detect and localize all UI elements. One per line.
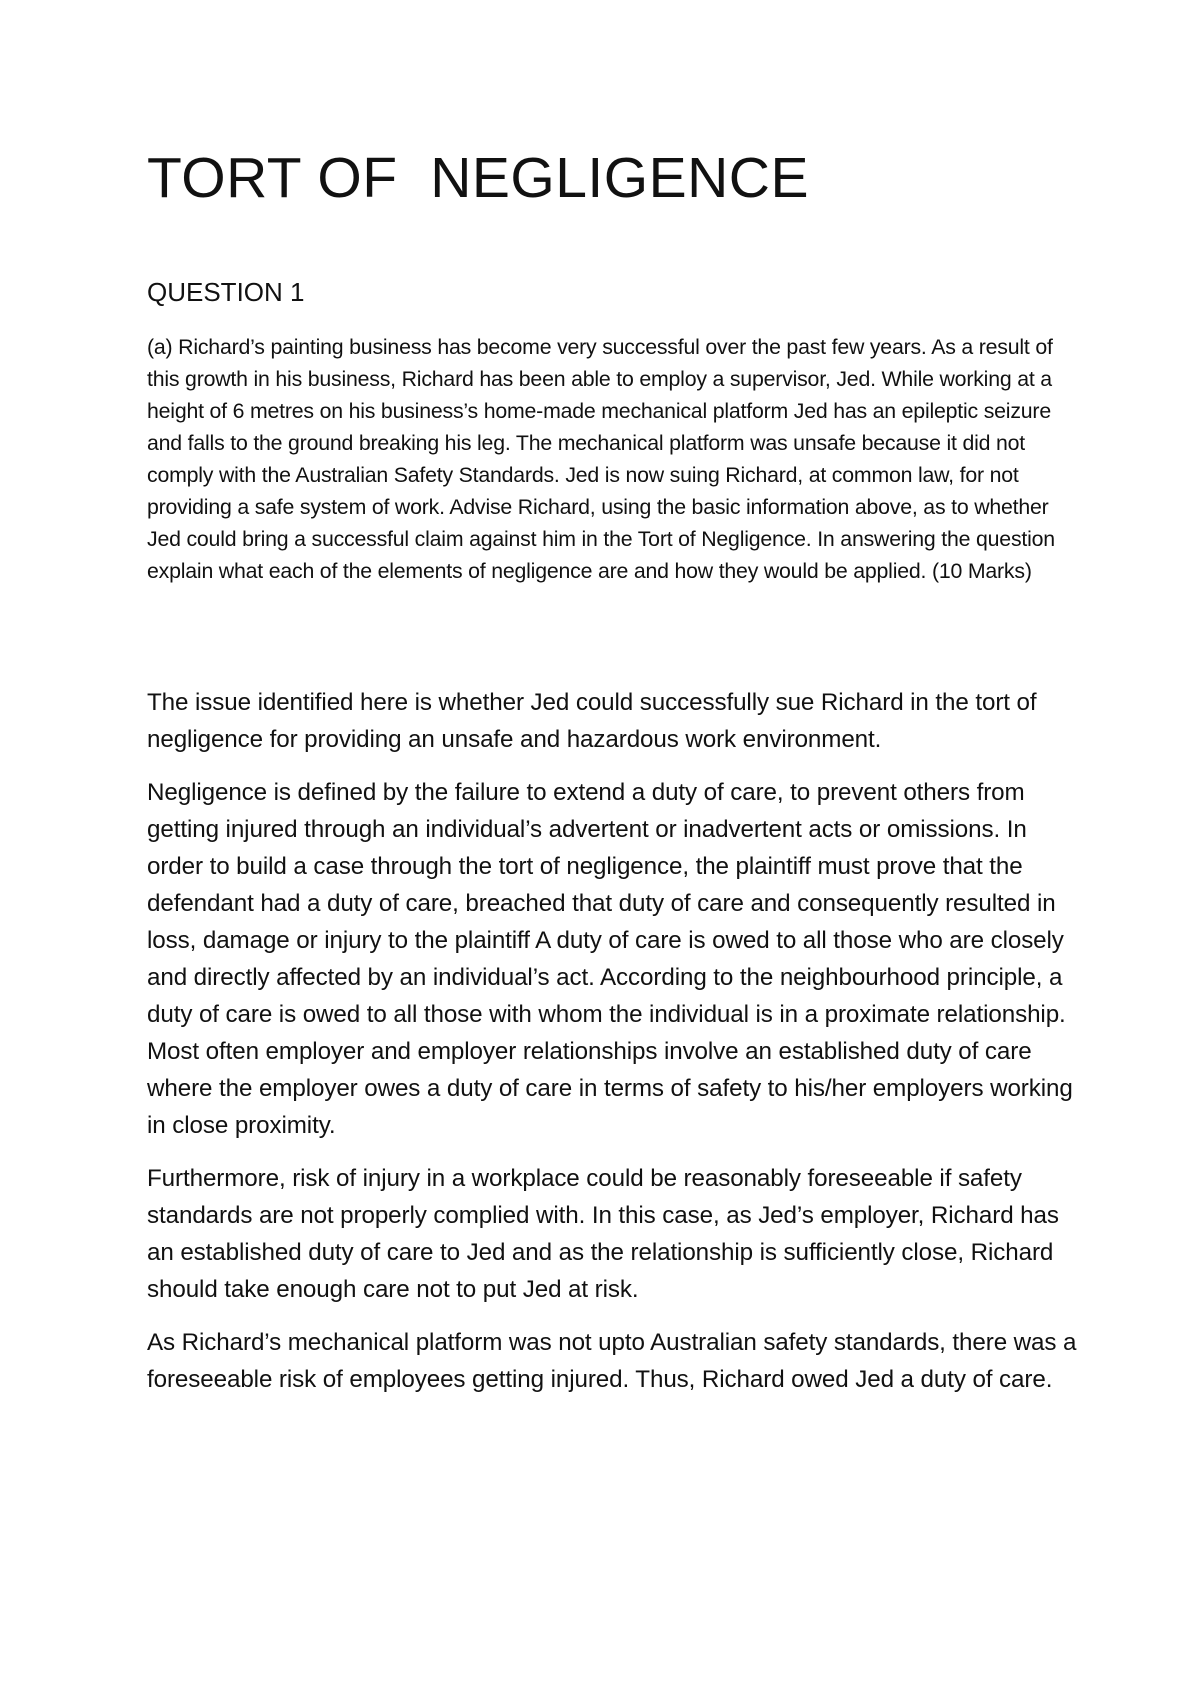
question-text: (a) Richard’s painting business has become very successful over the past few years. As a result of this growth in his business, Richard has been able to employ a supervisor, Jed. While working at a height of 6 metres on his business’s home-made mechanical platform Jed has an epileptic seizure and falls to the ground breaking his leg. The mechanical platform was unsafe because it did not comply with the Australian Safety Standards. Jed is now suing Richard, at common law, for not providing a safe system of work. Advise Richard, using the basic information above, as to whether Jed could bring a successful claim against him in the Tort of Negligence. In answering the question explain what each of the elements of negligence are and how they would be applied. (10 Marks) xyxy=(147,335,1055,583)
document-title: TORT OF NEGLIGENCE xyxy=(147,146,809,210)
answer-paragraph-negligence-definition: Negligence is defined by the failure to extend a duty of care, to prevent others from getting injured through an individual’s advertent or inadvertent acts or omissions. In order to build a case through the tort of negligence, the plaintiff must prove that the defendant had a duty of care, breached that duty of care and consequently resulted in loss, damage or injury to the plaintiff A duty of care is owed to all those who are closely and directly affected by an individual’s act. According to the neighbourhood principle, a duty of care is owed to all those with whom the individual is in a proximate relationship. Most often employer and employer relationships involve an established duty of care where the employer owes a duty of care in terms of safety to his/her employers working in close proximity. xyxy=(147,779,1073,1139)
question-heading: QUESTION 1 xyxy=(147,277,305,307)
answer-paragraph-conclusion: As Richard’s mechanical platform was not upto Australian safety standards, there was a foreseeable risk of employees getting injured. Thus, Richard owed Jed a duty of care. xyxy=(147,1329,1077,1393)
answer-paragraph-foreseeability: Furthermore, risk of injury in a workplace could be reasonably foreseeable if safety standards are not properly complied with. In this case, as Jed’s employer, Richard has an established duty of care to Jed and as the relationship is sufficiently close, Richard should take enough care not to put Jed at risk. xyxy=(147,1165,1059,1303)
answer-section xyxy=(147,684,1087,1414)
answer-paragraph-issue: The issue identified here is whether Jed could successfully sue Richard in the tort of negligence for providing an unsafe and hazardous work environment. xyxy=(147,689,1037,753)
